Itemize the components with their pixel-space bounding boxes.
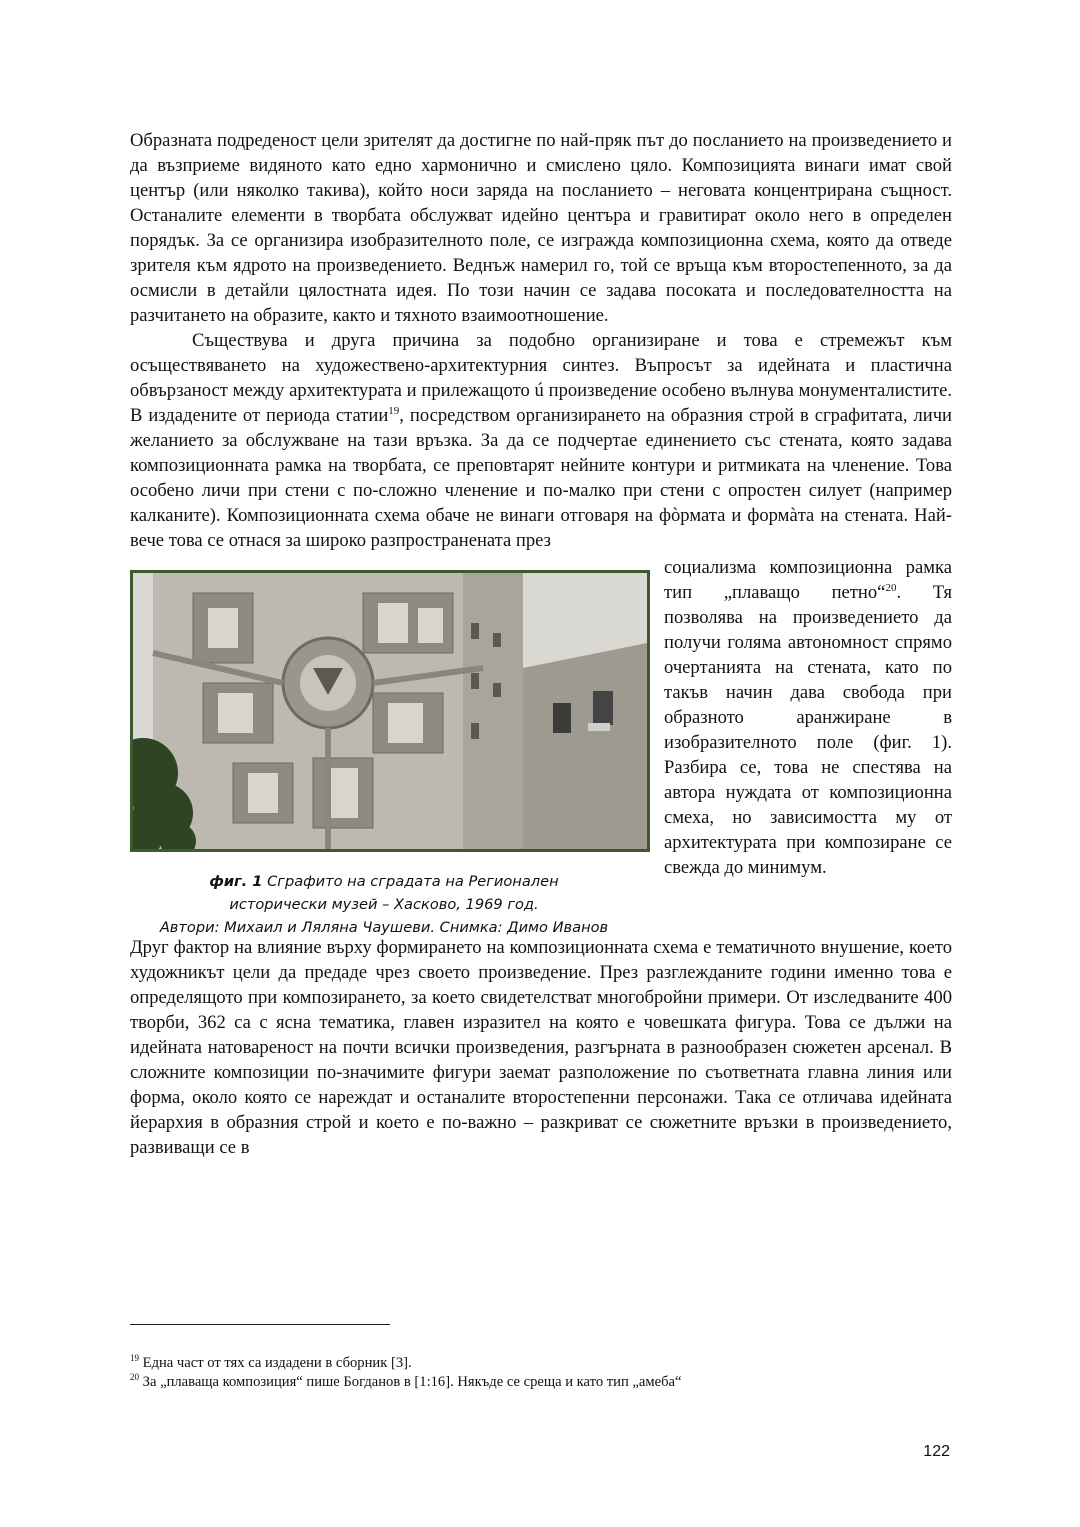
- footnote-text: Една част от тях са издадени в сборник [3].: [139, 1355, 412, 1371]
- footnote-19: [130, 1354, 952, 1373]
- caption-line-1: Сграфито на сградата на Регионален: [262, 873, 559, 890]
- page-body: [130, 128, 952, 1160]
- figure-wrap-block: [130, 555, 952, 935]
- paragraph-2-part1: Съществува и друга причина за подобно организиране и това е стремежът към осъществяването на художествено-архитектурния синтез. Въпросът за идейната и пластична обвързаност между архитектурата и прилежащото ú произведение особено вълнува монументалистите. В издадените от периода статии: [130, 330, 952, 426]
- paragraph-2-part2: , посредством организирането на образния строй в сграфитата, личи желанието за обслужване на тази връзка. За да се подчертае единението със стената, която задава композиционната рамка на творбата, се преповтарят нейните контури и ритмиката на членение. Това особено личи при стени с по-сложно членение и по-малко при стени с опростен силует (например калканите). Композиционната схема обаче не винаги отговаря на фòрмата и формàта на стената. Най-вече това се отнася за широко разпространената през: [130, 405, 953, 551]
- footnote-divider: [130, 1324, 390, 1325]
- footnotes: [130, 1354, 952, 1392]
- figure-label: фиг. 1: [209, 873, 263, 890]
- side-text-part2: . Тя позволява на произведението да получи голяма автономност спрямо очертанията на стената, като по такъв начин дава свобода при образното аранжиране в изобразителното поле (фиг. 1). Разбира се, това не спестява на автора нуждата от композиционна смеха, но зависимостта му от архитектурата при композиране се свежда до минимум.: [664, 582, 953, 878]
- caption-line-2: исторически музей – Хасково, 1969 год.: [229, 896, 539, 913]
- footnote-number: 19: [130, 1353, 139, 1364]
- sgraffito-photo: [130, 570, 650, 852]
- footnote-20: [130, 1373, 952, 1392]
- footnote-text: За „плаваща композиция“ пише Богданов в [1:16]. Някъде се среща и като тип „амеба“: [139, 1374, 682, 1390]
- page-number: 122: [923, 1443, 950, 1460]
- side-text: [664, 555, 952, 880]
- footnote-ref-19[interactable]: 19: [388, 404, 400, 417]
- paragraph-1: Образната подреденост цели зрителят да достигне по най-пряк път до посланието на произведението и да възприеме видяното като едно хармонично и смислено цяло. Композицията винаги имат свой център (или няколко такива), който носи заряда на посланието – неговата концентрирана същност. Останалите елементи в творбата обслужват идейно центъра и гравитират около него в определен порядък. За се организира изобразителното поле, се изгражда композиционна схема, която да отведе зрителя към ядрото на произведението. Веднъж намерил го, той се връща към второстепенното, за да осмисли в детайли цялостната идея. По този начин се задава посоката и последователността на разчитането на образите, както и тяхното взаимоотношение.: [130, 130, 952, 326]
- paragraph-2: [130, 328, 952, 553]
- paragraph-3: Друг фактор на влияние върху формирането на композиционната схема е тематичното внушение, което художникът цели да предаде чрез своето произведение. През разглежданите години именно това е определящото при композирането, за което свидетелстват многобройни примери. От изследваните 400 творби, 362 са с ясна тематика, главен изразител на която е човешката фигура. Това се дължи на идейната натовареност на почти всички произведения, разгърната в разнообразен сюжетен арсенал. В сложните композиции по-значимите фигури заемат разположение по съответната главна линия или форма, около която се нареждат и останалите второстепенни персонажи. Така се отличава идейната йерархия в образния строй и което е по-важно – разкриват се сюжетните връзки в произведението, развиващи се в: [130, 937, 952, 1158]
- caption-line-3: Автори: Михаил и Ляляна Чаушеви. Снимка: Димо Иванов: [159, 919, 609, 936]
- figure-1: [130, 570, 650, 939]
- side-text-part1: социализма композиционна рамка тип „плаващо петно“: [664, 557, 952, 603]
- figure-caption: [130, 870, 638, 939]
- footnote-ref-20[interactable]: 20: [885, 581, 897, 594]
- footnote-number: 20: [130, 1372, 139, 1383]
